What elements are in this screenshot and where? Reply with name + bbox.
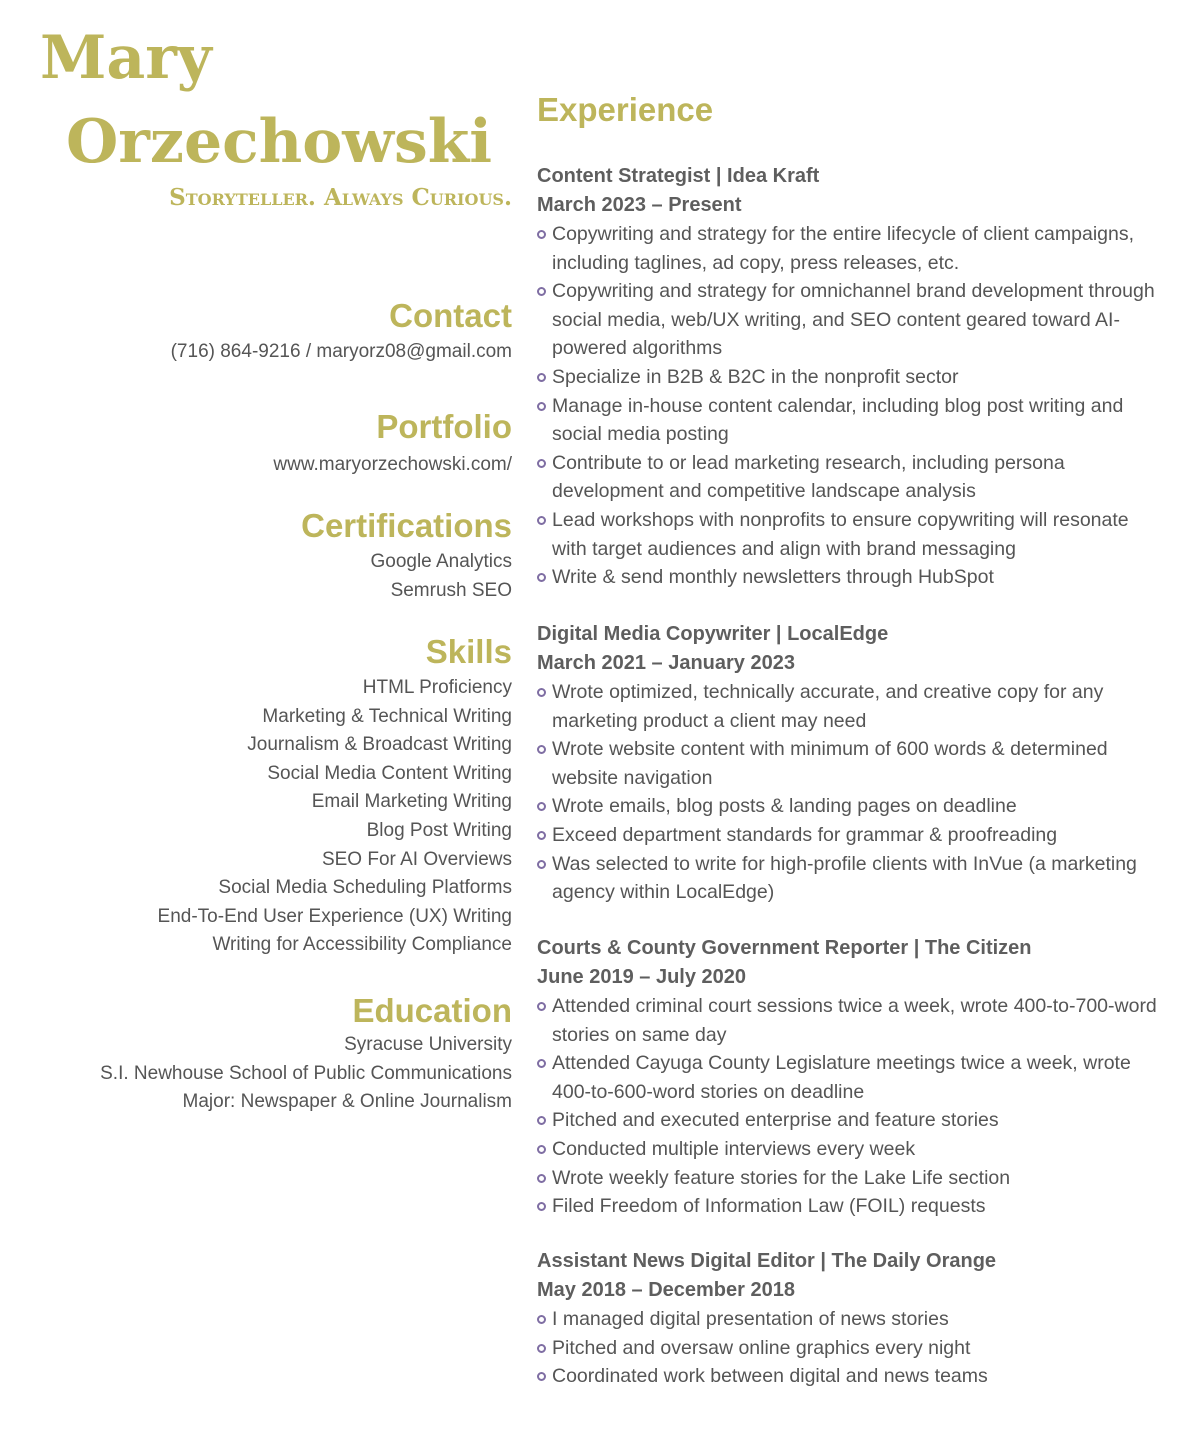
list-item: Coordinated work between digital and news teams [537, 1362, 1167, 1391]
bullet-icon [537, 688, 546, 697]
list-item: Exceed department standards for grammar & proofreading [537, 821, 1167, 850]
portfolio-section [0, 407, 512, 480]
bullet-icon [537, 1174, 546, 1183]
list-item: Write & send monthly newsletters through HubSpot [537, 563, 1167, 592]
bullet-icon [537, 1315, 546, 1324]
certifications-heading: Certifications [301, 507, 512, 544]
skill-item: Email Marketing Writing [311, 791, 512, 813]
education-item: Syracuse University [344, 1034, 512, 1055]
tagline: Storyteller. Always Curious. [169, 184, 512, 211]
bullet-icon [537, 459, 546, 468]
list-item: Pitched and executed enterprise and feature stories [537, 1106, 1167, 1135]
skill-item: End-To-End User Experience (UX) Writing [157, 905, 512, 927]
bullet-icon [537, 860, 546, 869]
first-name: Mary [40, 23, 212, 93]
job-dates: May 2018 – December 2018 [537, 1279, 795, 1301]
list-item: Copywriting and strategy for the entire lifecycle of client campaigns, including taglines, ad copy, press releases, etc. [537, 220, 1167, 277]
job-dates: March 2023 – Present [537, 194, 742, 216]
job-bullets [537, 992, 1167, 1221]
job-title: Digital Media Copywriter | LocalEdge [537, 623, 889, 645]
list-item: I managed digital presentation of news stories [537, 1305, 1167, 1334]
job-title: Assistant News Digital Editor | The Daily Orange [537, 1250, 997, 1272]
list-item: Pitched and oversaw online graphics every night [537, 1334, 1167, 1363]
job-title: Content Strategist | Idea Kraft [537, 165, 820, 187]
job-entry [537, 934, 1167, 1221]
list-item: Copywriting and strategy for omnichannel brand development through social media, web/UX writing, and SEO content geared toward AI-powered algorithms [537, 277, 1167, 363]
bullet-icon [537, 745, 546, 754]
contact-section [0, 296, 512, 367]
list-item: Wrote weekly feature stories for the Lake Life section [537, 1164, 1167, 1193]
job-bullets [537, 1305, 1167, 1391]
education-item: Major: Newspaper & Online Journalism [182, 1091, 512, 1113]
list-item: Was selected to write for high-profile clients with InVue (a marketing agency within LocalEdge) [537, 850, 1167, 907]
job-dates: June 2019 – July 2020 [537, 966, 747, 988]
skill-item: Marketing & Technical Writing [262, 705, 512, 727]
bullet-icon [537, 831, 546, 840]
job-entry [537, 1247, 1167, 1391]
list-item: Manage in-house content calendar, including blog post writing and social media posting [537, 392, 1167, 449]
bullet-icon [537, 573, 546, 582]
last-name: Orzechowski [66, 107, 493, 177]
certification-item: Semrush SEO [390, 579, 512, 601]
job-dates: March 2021 – January 2023 [537, 652, 795, 674]
list-item: Wrote optimized, technically accurate, and creative copy for any marketing product a client may need [537, 678, 1167, 735]
skills-section [0, 632, 512, 960]
contact-line: (716) 864-9216 / maryorz08@gmail.com [170, 341, 512, 362]
list-item: Wrote emails, blog posts & landing pages on deadline [537, 792, 1167, 821]
bullet-icon [537, 1344, 546, 1353]
bullet-icon [537, 1202, 546, 1211]
portfolio-heading: Portfolio [376, 408, 512, 445]
bullet-icon [537, 287, 546, 296]
list-item: Contribute to or lead marketing research, including persona development and competitive landscape analysis [537, 449, 1167, 506]
contact-heading: Contact [389, 297, 512, 334]
bullet-icon [537, 516, 546, 525]
list-item: Filed Freedom of Information Law (FOIL) requests [537, 1192, 1167, 1221]
education-section [0, 991, 512, 1117]
job-bullets [537, 678, 1167, 907]
education-heading: Education [352, 992, 512, 1029]
skill-item: Social Media Content Writing [267, 762, 512, 784]
job-title: Courts & County Government Reporter | The Citizen [537, 937, 1032, 959]
skill-item: SEO For AI Overviews [321, 848, 512, 870]
bullet-icon [537, 1372, 546, 1381]
bullet-icon [537, 802, 546, 811]
list-item: Conducted multiple interviews every week [537, 1135, 1167, 1164]
skills-heading: Skills [425, 633, 512, 670]
list-item: Attended Cayuga County Legislature meetings twice a week, wrote 400-to-600-word stories on deadline [537, 1049, 1167, 1106]
skill-item: Journalism & Broadcast Writing [247, 734, 512, 756]
job-bullets [537, 220, 1167, 592]
job-entry [537, 162, 1167, 592]
bullet-icon [537, 1059, 546, 1068]
skill-item: Writing for Accessibility Compliance [212, 934, 512, 956]
portfolio-link[interactable]: www.maryorzechowski.com/ [273, 454, 512, 475]
list-item: Attended criminal court sessions twice a week, wrote 400-to-700-word stories on same day [537, 992, 1167, 1049]
bullet-icon [537, 1002, 546, 1011]
skill-item: HTML Proficiency [362, 677, 512, 698]
bullet-icon [537, 402, 546, 411]
skill-item: Social Media Scheduling Platforms [218, 877, 512, 899]
bullet-icon [537, 1116, 546, 1125]
education-item: S.I. Newhouse School of Public Communications [100, 1062, 512, 1084]
certification-item: Google Analytics [370, 551, 512, 572]
bullet-icon [537, 373, 546, 382]
skill-item: Blog Post Writing [366, 819, 512, 841]
bullet-icon [537, 1145, 546, 1154]
list-item: Specialize in B2B & B2C in the nonprofit sector [537, 363, 1167, 392]
bullet-icon [537, 230, 546, 239]
certifications-section [0, 506, 512, 605]
list-item: Lead workshops with nonprofits to ensure copywriting will resonate with target audiences and align with brand messaging [537, 506, 1167, 563]
list-item: Wrote website content with minimum of 600 words & determined website navigation [537, 735, 1167, 792]
experience-heading: Experience [537, 91, 714, 128]
job-entry [537, 620, 1167, 907]
